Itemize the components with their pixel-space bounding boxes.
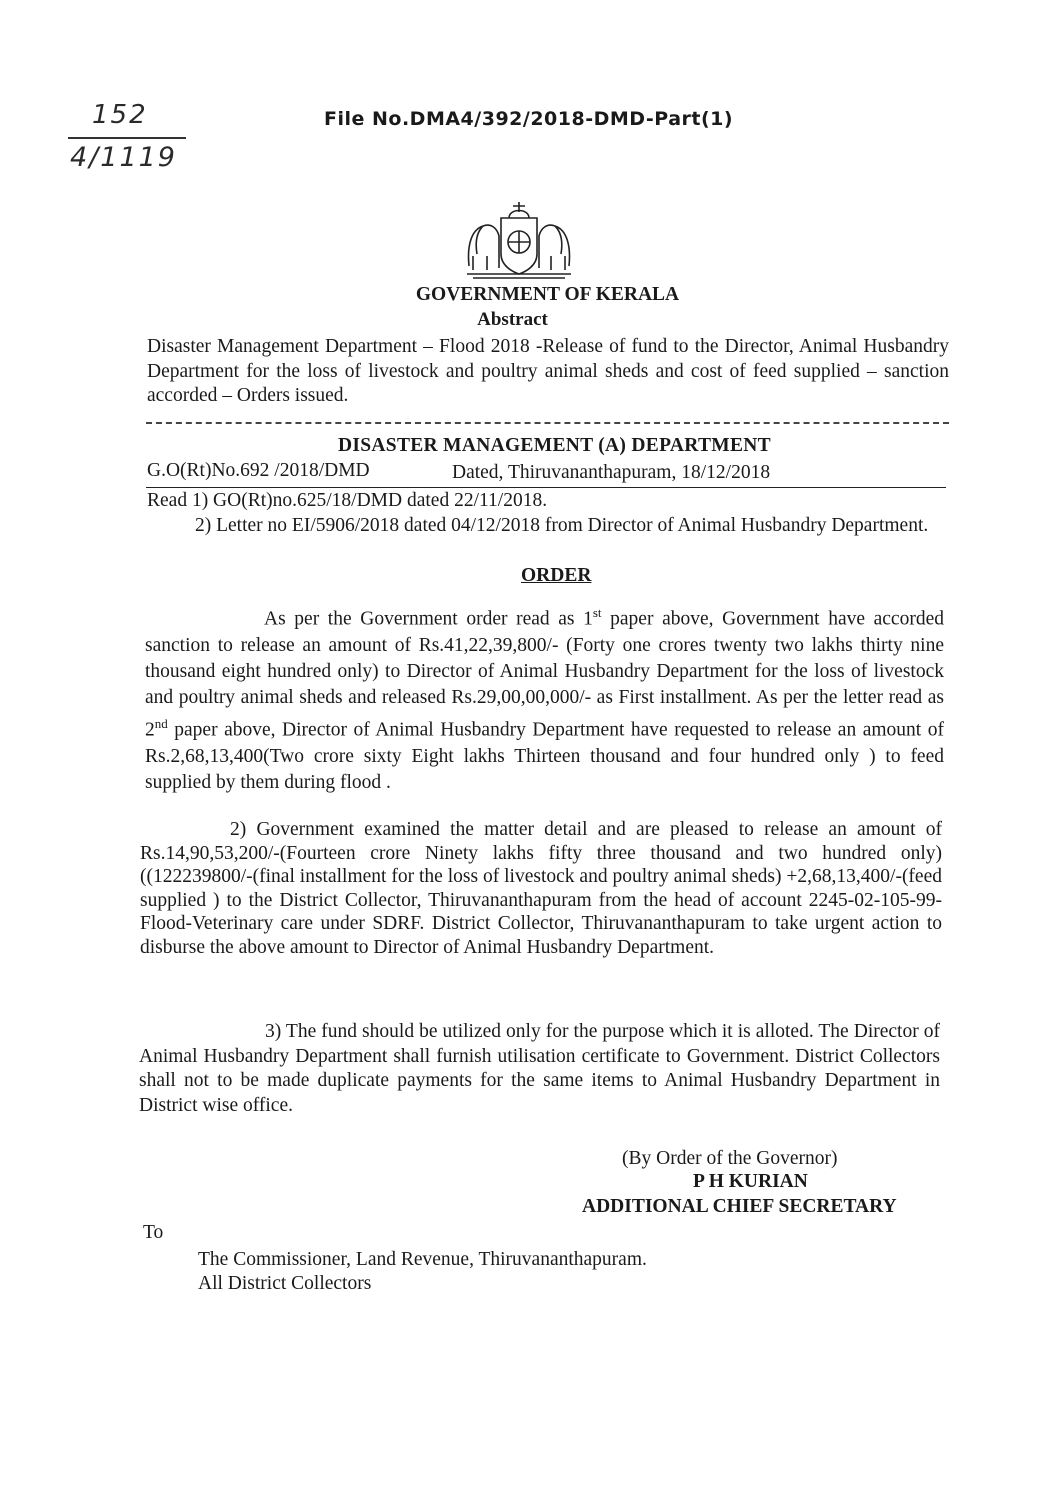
go-number: G.O(Rt)No.692 /2018/DMD: [147, 460, 370, 481]
p1-superscript-2: nd: [154, 716, 168, 732]
government-title: GOVERNMENT OF KERALA: [415, 284, 680, 305]
order-paragraph-1: [145, 600, 944, 796]
recipient-2: All District Collectors: [198, 1273, 372, 1294]
to-label: To: [143, 1222, 164, 1243]
signatory-designation: ADDITIONAL CHIEF SECRETARY: [582, 1196, 897, 1217]
handwritten-number: 152: [92, 100, 148, 130]
abstract-label: Abstract: [477, 309, 548, 330]
p1-part-b: paper above, Government have accorded sanction to release an amount of Rs.41,22,39,800/- (Forty one crores twenty two lakhs thirty nine thousand eight hundred only) to Director of Animal Husbandry Department for the loss of livestock and poultry animal sheds and released Rs.29,00,00,000/- as First installment. As per the letter read as 2: [145, 608, 944, 741]
reference-2: [195, 514, 935, 539]
department-title: DISASTER MANAGEMENT (A) DEPARTMENT: [338, 435, 771, 456]
file-number: File No.DMA4/392/2018-DMD-Part(1): [324, 108, 734, 130]
header-rule: [146, 487, 946, 488]
order-title: ORDER: [521, 565, 592, 586]
order-paragraph-2: 2) Government examined the matter detail and are pleased to release an amount of Rs.14,90,53,200/-(Fourteen crore Ninety lakhs fifty three thousand and two hundred only) ((122239800/-(final installment for the loss of livestock and poultry animal sheds) +2,68,13,400/-(feed supplied ) to the District Collector, Thiruvananthapuram from the head of account 2245-02-105-99-Flood-Veterinary care under SDRF. District Collector, Thiruvananthapuram to take urgent action to disburse the above amount to Director of Animal Husbandry Department.: [140, 819, 942, 958]
handwritten-divider: [68, 137, 186, 139]
order-paragraph-3: 3) The fund should be utilized only for the purpose which it is alloted. The Director of Animal Husbandry Department shall furnish utilisation certificate to Government. District Collectors shall not to be made duplicate payments for the same items to Animal Husbandry Department in District wise office.: [139, 1021, 940, 1116]
reference-1: Read 1) GO(Rt)no.625/18/DMD dated 22/11/2018.: [147, 490, 548, 511]
recipient-1: The Commissioner, Land Revenue, Thiruvananthapuram.: [198, 1249, 647, 1270]
p1-superscript-1: st: [592, 605, 602, 620]
reference-2-text: 2) Letter no EI/5906/2018 dated 04/12/2018 from Director of Animal Husbandry Department.: [195, 515, 929, 536]
handwritten-date: 4/1119: [70, 142, 177, 173]
p1-part-c: paper above, Director of Animal Husbandry Department have requested to release an amount of Rs.2,68,13,400(Two crore sixty Eight lakhs Thirteen thousand and four hundred only ) to feed supplied by them during flood .: [145, 719, 944, 794]
signatory-name: P H KURIAN: [693, 1171, 808, 1192]
kerala-emblem-icon: [463, 196, 575, 282]
by-order-text: (By Order of the Governor): [622, 1148, 838, 1169]
abstract-text: Disaster Management Department – Flood 2018 -Release of fund to the Director, Animal Husbandry Department for the loss of livestock and poultry animal sheds and cost of feed supplied – sanction accorded – Orders issued.: [147, 336, 949, 406]
p1-part-a: As per the Government order read as 1: [264, 608, 593, 630]
go-date: Dated, Thiruvananthapuram, 18/12/2018: [452, 462, 771, 483]
dashed-separator: [146, 422, 949, 424]
